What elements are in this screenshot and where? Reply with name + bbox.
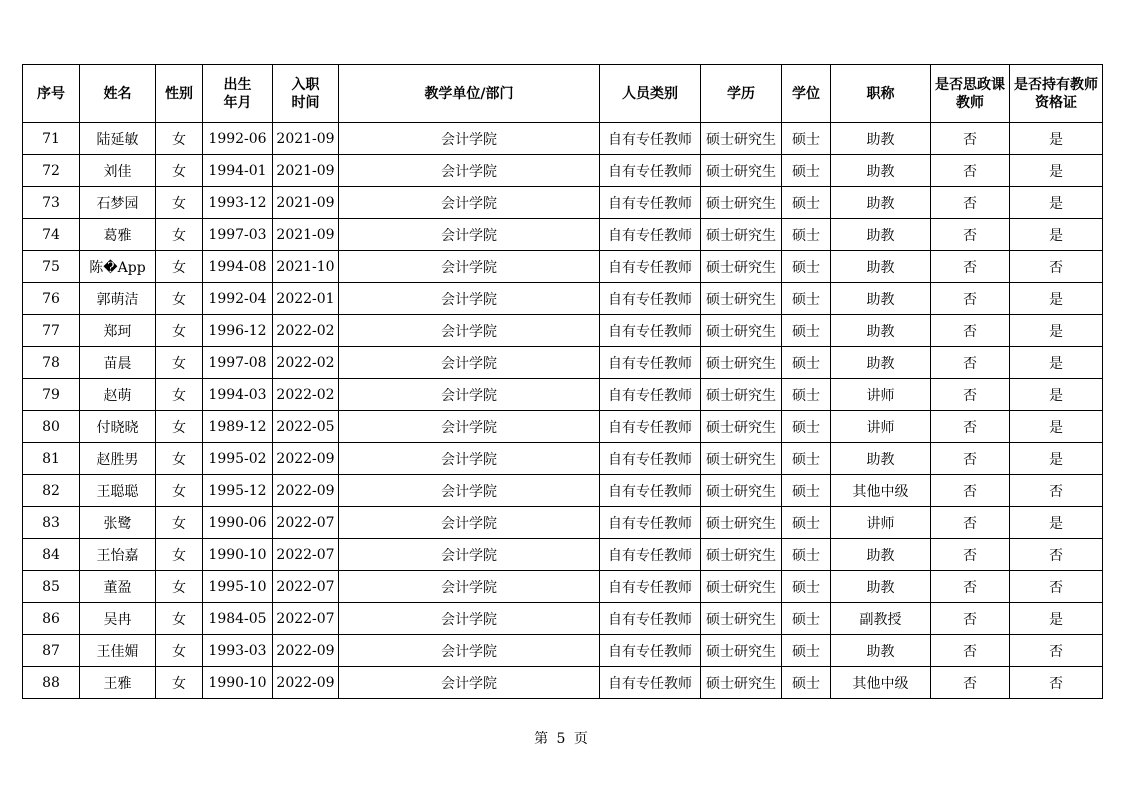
cell-degree: 硕士 (782, 539, 831, 571)
cell-dept: 会计学院 (339, 635, 600, 667)
cell-gender: 女 (156, 187, 203, 219)
cell-gender: 女 (156, 635, 203, 667)
cell-teacher-certificate: 否 (1010, 571, 1103, 603)
cell-education: 硕士研究生 (701, 443, 782, 475)
cell-no: 82 (23, 475, 80, 507)
cell-title: 副教授 (831, 603, 931, 635)
cell-join: 2022-05 (273, 411, 339, 443)
cell-name: 郑珂 (80, 315, 156, 347)
cell-gender: 女 (156, 411, 203, 443)
cell-category: 自有专任教师 (600, 219, 701, 251)
cell-gender: 女 (156, 475, 203, 507)
cell-birth: 1995-12 (203, 475, 273, 507)
cell-education: 硕士研究生 (701, 667, 782, 699)
cell-no: 79 (23, 379, 80, 411)
cell-title: 助教 (831, 315, 931, 347)
cell-join: 2021-09 (273, 219, 339, 251)
header-ideology-line1: 是否思政课 (935, 76, 1005, 93)
cell-gender: 女 (156, 251, 203, 283)
cell-category: 自有专任教师 (600, 603, 701, 635)
cell-ideology-teacher: 否 (931, 283, 1010, 315)
cell-ideology-teacher: 否 (931, 603, 1010, 635)
cell-title: 讲师 (831, 411, 931, 443)
cell-degree: 硕士 (782, 315, 831, 347)
cell-ideology-teacher: 否 (931, 507, 1010, 539)
cell-no: 84 (23, 539, 80, 571)
table-row (23, 411, 1103, 443)
cell-title: 助教 (831, 155, 931, 187)
cell-no: 86 (23, 603, 80, 635)
cell-teacher-certificate: 是 (1010, 283, 1103, 315)
cell-degree: 硕士 (782, 667, 831, 699)
cell-ideology-teacher: 否 (931, 219, 1010, 251)
cell-teacher-certificate: 是 (1010, 219, 1103, 251)
cell-dept: 会计学院 (339, 411, 600, 443)
cell-dept: 会计学院 (339, 283, 600, 315)
table-row (23, 283, 1103, 315)
cell-no: 76 (23, 283, 80, 315)
table-row (23, 539, 1103, 571)
cell-title: 助教 (831, 347, 931, 379)
cell-birth: 1992-04 (203, 283, 273, 315)
staff-table (22, 64, 1103, 699)
cell-birth: 1995-02 (203, 443, 273, 475)
cell-dept: 会计学院 (339, 443, 600, 475)
cell-category: 自有专任教师 (600, 539, 701, 571)
cell-category: 自有专任教师 (600, 571, 701, 603)
cell-education: 硕士研究生 (701, 315, 782, 347)
cell-no: 71 (23, 123, 80, 155)
table-row (23, 667, 1103, 699)
cell-join: 2022-09 (273, 667, 339, 699)
cell-ideology-teacher: 否 (931, 443, 1010, 475)
cell-teacher-certificate: 是 (1010, 443, 1103, 475)
cell-teacher-certificate: 是 (1010, 379, 1103, 411)
cell-title: 讲师 (831, 507, 931, 539)
table-row (23, 315, 1103, 347)
cell-name: 王聪聪 (80, 475, 156, 507)
cell-dept: 会计学院 (339, 539, 600, 571)
cell-gender: 女 (156, 347, 203, 379)
table-row (23, 507, 1103, 539)
cell-name: 石梦园 (80, 187, 156, 219)
cell-name: 葛雅 (80, 219, 156, 251)
cell-teacher-certificate: 是 (1010, 603, 1103, 635)
cell-name: 付晓晓 (80, 411, 156, 443)
table-row (23, 187, 1103, 219)
table-row (23, 603, 1103, 635)
cell-degree: 硕士 (782, 283, 831, 315)
cell-title: 助教 (831, 187, 931, 219)
cell-name: 陆延敏 (80, 123, 156, 155)
cell-ideology-teacher: 否 (931, 123, 1010, 155)
cell-teacher-certificate: 否 (1010, 539, 1103, 571)
cell-name: 苗晨 (80, 347, 156, 379)
cell-education: 硕士研究生 (701, 635, 782, 667)
header-name: 姓名 (80, 65, 156, 123)
cell-education: 硕士研究生 (701, 123, 782, 155)
cell-gender: 女 (156, 219, 203, 251)
cell-category: 自有专任教师 (600, 155, 701, 187)
header-join (273, 65, 339, 123)
cell-category: 自有专任教师 (600, 251, 701, 283)
table-row (23, 219, 1103, 251)
cell-category: 自有专任教师 (600, 187, 701, 219)
cell-gender: 女 (156, 603, 203, 635)
cell-dept: 会计学院 (339, 155, 600, 187)
cell-ideology-teacher: 否 (931, 411, 1010, 443)
cell-education: 硕士研究生 (701, 347, 782, 379)
cell-birth: 1993-03 (203, 635, 273, 667)
cell-ideology-teacher: 否 (931, 475, 1010, 507)
cell-education: 硕士研究生 (701, 539, 782, 571)
cell-category: 自有专任教师 (600, 667, 701, 699)
cell-no: 75 (23, 251, 80, 283)
cell-join: 2022-07 (273, 603, 339, 635)
cell-category: 自有专任教师 (600, 315, 701, 347)
table-row (23, 635, 1103, 667)
cell-education: 硕士研究生 (701, 475, 782, 507)
staff-table-container (22, 64, 1103, 699)
cell-teacher-certificate: 是 (1010, 123, 1103, 155)
table-header-row (23, 65, 1103, 123)
cell-birth: 1993-12 (203, 187, 273, 219)
cell-name: 陈�App (80, 251, 156, 283)
cell-gender: 女 (156, 315, 203, 347)
cell-degree: 硕士 (782, 475, 831, 507)
cell-birth: 1996-12 (203, 315, 273, 347)
header-gender: 性别 (156, 65, 203, 123)
cell-title: 助教 (831, 635, 931, 667)
cell-birth: 1990-06 (203, 507, 273, 539)
cell-ideology-teacher: 否 (931, 571, 1010, 603)
cell-education: 硕士研究生 (701, 283, 782, 315)
cell-gender: 女 (156, 379, 203, 411)
header-join-line1: 入职 (291, 76, 320, 93)
cell-birth: 1997-03 (203, 219, 273, 251)
cell-teacher-certificate: 是 (1010, 347, 1103, 379)
cell-gender: 女 (156, 507, 203, 539)
cell-gender: 女 (156, 155, 203, 187)
header-education: 学历 (701, 65, 782, 123)
cell-dept: 会计学院 (339, 251, 600, 283)
cell-ideology-teacher: 否 (931, 635, 1010, 667)
table-row (23, 379, 1103, 411)
cell-education: 硕士研究生 (701, 571, 782, 603)
cell-birth: 1990-10 (203, 667, 273, 699)
cell-degree: 硕士 (782, 507, 831, 539)
cell-degree: 硕士 (782, 379, 831, 411)
header-birth-line2: 年月 (223, 94, 252, 111)
cell-degree: 硕士 (782, 635, 831, 667)
cell-teacher-certificate: 是 (1010, 315, 1103, 347)
cell-category: 自有专任教师 (600, 123, 701, 155)
cell-birth: 1997-08 (203, 347, 273, 379)
cell-birth: 1995-10 (203, 571, 273, 603)
cell-no: 81 (23, 443, 80, 475)
header-ideology-line2: 教师 (956, 94, 984, 111)
cell-gender: 女 (156, 123, 203, 155)
cell-teacher-certificate: 是 (1010, 507, 1103, 539)
cell-name: 赵萌 (80, 379, 156, 411)
cell-title: 助教 (831, 283, 931, 315)
cell-degree: 硕士 (782, 443, 831, 475)
cell-title: 助教 (831, 539, 931, 571)
cell-gender: 女 (156, 539, 203, 571)
cell-name: 刘佳 (80, 155, 156, 187)
header-title: 职称 (831, 65, 931, 123)
cell-degree: 硕士 (782, 155, 831, 187)
cell-gender: 女 (156, 443, 203, 475)
cell-no: 72 (23, 155, 80, 187)
cell-name: 郭萌洁 (80, 283, 156, 315)
cell-ideology-teacher: 否 (931, 379, 1010, 411)
cell-birth: 1984-05 (203, 603, 273, 635)
footer-suffix: 页 (573, 731, 588, 747)
cell-join: 2022-07 (273, 507, 339, 539)
cell-dept: 会计学院 (339, 187, 600, 219)
cell-join: 2022-09 (273, 443, 339, 475)
table-row (23, 475, 1103, 507)
cell-education: 硕士研究生 (701, 379, 782, 411)
cell-education: 硕士研究生 (701, 411, 782, 443)
cell-join: 2022-01 (273, 283, 339, 315)
table-row (23, 571, 1103, 603)
cell-title: 其他中级 (831, 475, 931, 507)
cell-degree: 硕士 (782, 603, 831, 635)
cell-title: 助教 (831, 123, 931, 155)
cell-teacher-certificate: 是 (1010, 187, 1103, 219)
cell-join: 2022-02 (273, 347, 339, 379)
header-birth-line1: 出生 (223, 76, 252, 93)
cell-category: 自有专任教师 (600, 283, 701, 315)
cell-join: 2022-09 (273, 475, 339, 507)
cell-name: 董盈 (80, 571, 156, 603)
cell-dept: 会计学院 (339, 219, 600, 251)
cell-title: 助教 (831, 571, 931, 603)
cell-category: 自有专任教师 (600, 411, 701, 443)
cell-dept: 会计学院 (339, 347, 600, 379)
cell-teacher-certificate: 否 (1010, 251, 1103, 283)
cell-no: 85 (23, 571, 80, 603)
header-category: 人员类别 (600, 65, 701, 123)
cell-ideology-teacher: 否 (931, 155, 1010, 187)
cell-no: 80 (23, 411, 80, 443)
cell-education: 硕士研究生 (701, 251, 782, 283)
cell-dept: 会计学院 (339, 315, 600, 347)
header-birth (203, 65, 273, 123)
cell-gender: 女 (156, 571, 203, 603)
cell-gender: 女 (156, 667, 203, 699)
cell-dept: 会计学院 (339, 475, 600, 507)
cell-birth: 1994-03 (203, 379, 273, 411)
cell-name: 吴冉 (80, 603, 156, 635)
cell-dept: 会计学院 (339, 667, 600, 699)
header-teacher-certificate (1010, 65, 1103, 123)
cell-name: 王雅 (80, 667, 156, 699)
cell-no: 77 (23, 315, 80, 347)
cell-degree: 硕士 (782, 219, 831, 251)
cell-join: 2022-09 (273, 635, 339, 667)
cell-education: 硕士研究生 (701, 219, 782, 251)
cell-name: 王怡嘉 (80, 539, 156, 571)
header-join-line2: 时间 (291, 94, 320, 111)
header-dept: 教学单位/部门 (339, 65, 600, 123)
table-row (23, 251, 1103, 283)
cell-category: 自有专任教师 (600, 635, 701, 667)
cell-ideology-teacher: 否 (931, 315, 1010, 347)
table-body (23, 123, 1103, 699)
table-row (23, 155, 1103, 187)
cell-category: 自有专任教师 (600, 379, 701, 411)
cell-name: 赵胜男 (80, 443, 156, 475)
cell-no: 83 (23, 507, 80, 539)
cell-ideology-teacher: 否 (931, 539, 1010, 571)
cell-teacher-certificate: 否 (1010, 475, 1103, 507)
cell-name: 张鹭 (80, 507, 156, 539)
cell-category: 自有专任教师 (600, 475, 701, 507)
cell-birth: 1992-06 (203, 123, 273, 155)
header-certificate-line1: 是否持有教师 (1014, 76, 1098, 93)
cell-degree: 硕士 (782, 123, 831, 155)
page-number: 5 (556, 731, 566, 747)
cell-teacher-certificate: 否 (1010, 667, 1103, 699)
table-row (23, 123, 1103, 155)
cell-join: 2022-07 (273, 571, 339, 603)
cell-category: 自有专任教师 (600, 347, 701, 379)
cell-no: 88 (23, 667, 80, 699)
cell-education: 硕士研究生 (701, 155, 782, 187)
footer-prefix: 第 (534, 731, 549, 747)
cell-degree: 硕士 (782, 347, 831, 379)
cell-birth: 1994-01 (203, 155, 273, 187)
cell-birth: 1989-12 (203, 411, 273, 443)
cell-join: 2022-02 (273, 315, 339, 347)
cell-title: 其他中级 (831, 667, 931, 699)
cell-join: 2021-09 (273, 155, 339, 187)
cell-join: 2022-07 (273, 539, 339, 571)
cell-birth: 1994-08 (203, 251, 273, 283)
cell-join: 2021-09 (273, 123, 339, 155)
cell-title: 助教 (831, 251, 931, 283)
cell-education: 硕士研究生 (701, 187, 782, 219)
cell-title: 讲师 (831, 379, 931, 411)
cell-education: 硕士研究生 (701, 507, 782, 539)
cell-no: 87 (23, 635, 80, 667)
header-no: 序号 (23, 65, 80, 123)
cell-no: 74 (23, 219, 80, 251)
cell-no: 78 (23, 347, 80, 379)
header-certificate-line2: 资格证 (1035, 94, 1077, 111)
cell-degree: 硕士 (782, 251, 831, 283)
cell-dept: 会计学院 (339, 507, 600, 539)
cell-gender: 女 (156, 283, 203, 315)
cell-ideology-teacher: 否 (931, 251, 1010, 283)
header-degree: 学位 (782, 65, 831, 123)
cell-join: 2021-10 (273, 251, 339, 283)
cell-ideology-teacher: 否 (931, 667, 1010, 699)
cell-category: 自有专任教师 (600, 507, 701, 539)
cell-teacher-certificate: 是 (1010, 155, 1103, 187)
cell-dept: 会计学院 (339, 571, 600, 603)
cell-ideology-teacher: 否 (931, 187, 1010, 219)
cell-join: 2021-09 (273, 187, 339, 219)
cell-education: 硕士研究生 (701, 603, 782, 635)
header-ideology-teacher (931, 65, 1010, 123)
table-row (23, 347, 1103, 379)
cell-teacher-certificate: 否 (1010, 635, 1103, 667)
table-row (23, 443, 1103, 475)
cell-birth: 1990-10 (203, 539, 273, 571)
cell-ideology-teacher: 否 (931, 347, 1010, 379)
cell-dept: 会计学院 (339, 603, 600, 635)
cell-title: 助教 (831, 443, 931, 475)
cell-title: 助教 (831, 219, 931, 251)
cell-degree: 硕士 (782, 571, 831, 603)
page-footer (0, 728, 1122, 748)
cell-join: 2022-02 (273, 379, 339, 411)
cell-dept: 会计学院 (339, 379, 600, 411)
cell-name: 王佳媚 (80, 635, 156, 667)
cell-degree: 硕士 (782, 411, 831, 443)
cell-teacher-certificate: 是 (1010, 411, 1103, 443)
cell-category: 自有专任教师 (600, 443, 701, 475)
cell-dept: 会计学院 (339, 123, 600, 155)
cell-no: 73 (23, 187, 80, 219)
cell-degree: 硕士 (782, 187, 831, 219)
